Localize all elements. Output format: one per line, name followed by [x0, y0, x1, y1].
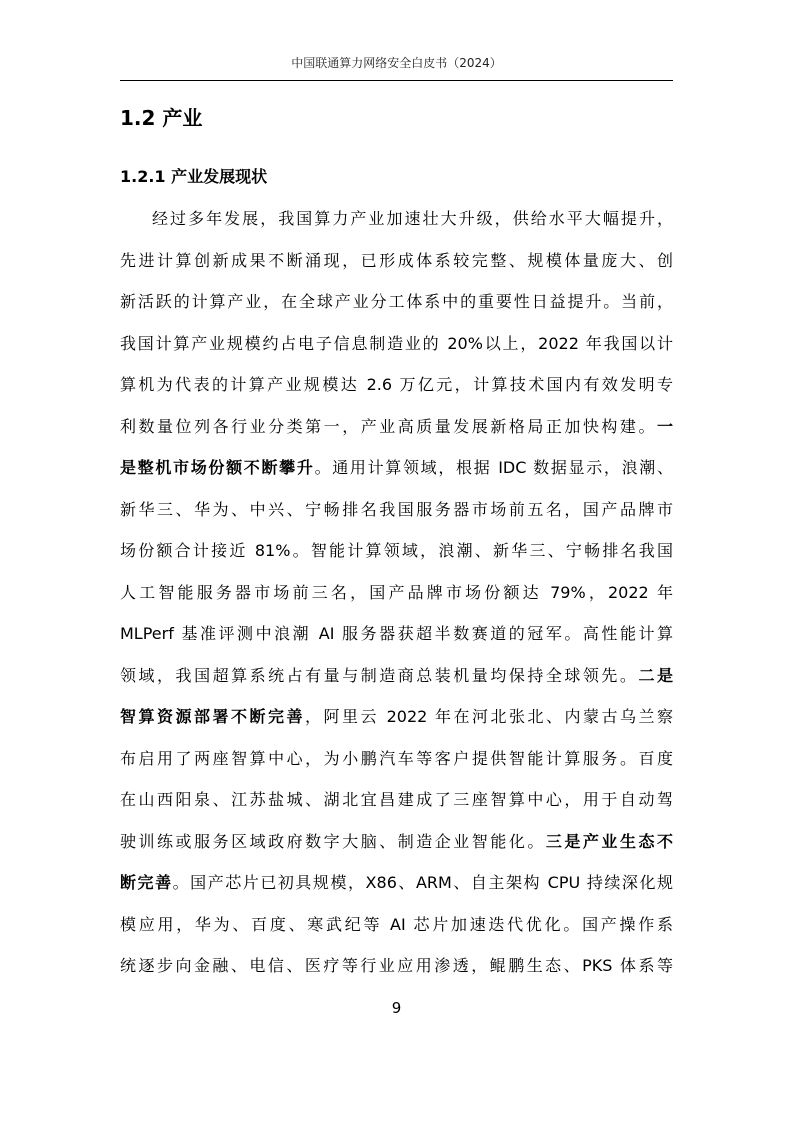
paragraph-line — [120, 738, 673, 780]
paragraph-line — [120, 240, 673, 282]
paragraph-line — [120, 945, 673, 987]
subsection-heading: 1.2.1 产业发展现状 — [120, 167, 268, 186]
line-text: 算机为代表的计算产业规模达 2.6 万亿元，计算技术国内有效发明专 — [120, 375, 673, 394]
paragraph-line — [120, 406, 673, 448]
line-text: 先进计算创新成果不断涌现，已形成体系较完整、规模体量庞大、创 — [120, 250, 673, 270]
line-text: 新华三、华为、中兴、宁畅排名我国服务器市场前五名，国产品牌市 — [120, 499, 673, 519]
line-text: 领域，我国超算系统占有量与制造商总装机量均保持全球领先。 — [120, 665, 639, 685]
paragraph-line — [120, 489, 673, 531]
paragraph-line — [120, 904, 673, 946]
line-text: 人工智能服务器市场前三名，国产品牌市场份额达 79%，2022 年 — [120, 582, 673, 602]
line-text: 布启用了两座智算中心，为小鹏汽车等客户提供智能计算服务。百度 — [120, 748, 673, 768]
paragraph-line — [120, 862, 673, 904]
line-text: 。通用计算领域，根据 IDC 数据显示，浪潮、 — [314, 458, 673, 477]
page-number: 9 — [391, 999, 402, 1017]
paragraph-line — [120, 572, 673, 614]
line-text: 新活跃的计算产业，在全球产业分工体系中的重要性日益提升。当前， — [120, 292, 673, 311]
emphasis-text: 一 — [656, 416, 673, 436]
paragraph-line — [120, 447, 673, 489]
paragraph-line — [120, 696, 673, 738]
paragraph-line — [120, 530, 673, 572]
line-text: 在山西阳泉、江苏盐城、湖北宜昌建成了三座智算中心，用于自动驾 — [120, 790, 673, 809]
line-text: 利数量位列各行业分类第一，产业高质量发展新格局正加快构建。 — [120, 416, 657, 436]
paragraph-line — [120, 779, 673, 821]
emphasis-text: 二是 — [638, 665, 673, 685]
line-text: 统逐步向金融、电信、医疗等行业应用渗透，鲲鹏生态、PKS 体系等 — [120, 956, 673, 975]
line-text: 我国计算产业规模约占电子信息制造业的 20%以上，2022 年我国以计 — [120, 333, 673, 353]
paragraph-line — [120, 655, 673, 697]
section-heading: 1.2 产业 — [120, 106, 203, 130]
paragraph-line — [120, 198, 673, 240]
line-text: MLPerf 基准评测中浪潮 AI 服务器获超半数赛道的冠军。高性能计算 — [120, 624, 673, 643]
line-text: 模应用，华为、百度、寒武纪等 AI 芯片加速迭代优化。国产操作系 — [120, 914, 673, 934]
emphasis-text: 智算资源部署不断完善 — [120, 707, 306, 726]
line-text: 场份额合计接近 81%。智能计算领域，浪潮、新华三、宁畅排名我国 — [120, 541, 673, 560]
paragraph-line — [120, 821, 673, 863]
running-header: 中国联通算力网络安全白皮书（2024） — [291, 56, 502, 70]
body-paragraph — [120, 198, 673, 987]
paragraph-line — [120, 281, 673, 323]
emphasis-text: 断完善 — [120, 873, 173, 892]
line-text: 驶训练或服务区域政府数字大脑、制造企业智能化。 — [120, 831, 546, 851]
line-text: ，阿里云 2022 年在河北张北、内蒙古乌兰察 — [305, 707, 673, 726]
line-text: 。国产芯片已初具规模，X86、ARM、自主架构 CPU 持续深化规 — [172, 873, 673, 892]
line-text: 经过多年发展，我国算力产业加速壮大升级，供给水平大幅提升， — [152, 209, 673, 228]
paragraph-line — [120, 613, 673, 655]
emphasis-text: 三是产业生态不 — [545, 831, 673, 851]
emphasis-text: 是整机市场份额不断攀升 — [120, 458, 315, 477]
paragraph-line — [120, 364, 673, 406]
header-rule — [120, 80, 673, 81]
paragraph-line — [120, 323, 673, 365]
